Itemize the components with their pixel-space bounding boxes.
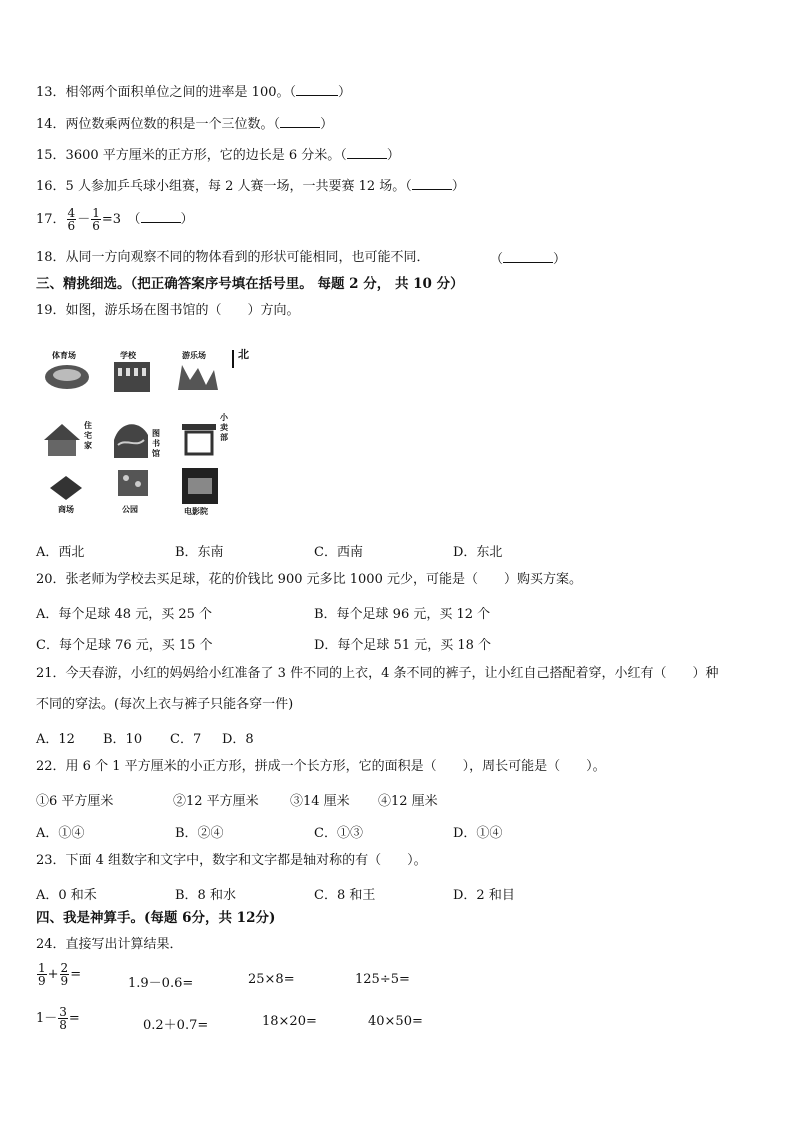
- answer-blank[interactable]: [141, 210, 181, 223]
- answer-blank[interactable]: [503, 250, 553, 263]
- q22-choice-4: ④12 厘米: [378, 794, 438, 809]
- question-18-answer: （ ）: [490, 252, 567, 267]
- q21-option-b[interactable]: B．10: [103, 732, 143, 747]
- question-14: 14．两位数乘两位数的积是一个三位数。（ ）: [36, 117, 334, 132]
- north-label: 北: [238, 348, 249, 361]
- label-shop-3: 部: [220, 433, 228, 442]
- calc-2: 1.9－0.6=: [128, 976, 194, 991]
- fraction: $\frac{4}{6}$: [67, 206, 76, 233]
- label-library-2: 书: [152, 439, 160, 448]
- q20-option-d[interactable]: D．每个足球 51 元，买 18 个: [314, 638, 492, 653]
- q22-option-a[interactable]: A．①④: [36, 826, 85, 841]
- label-residence-3: 家: [84, 441, 92, 450]
- q22-choice-2: ②12 平方厘米: [173, 794, 259, 809]
- label-mall: 商场: [58, 505, 74, 514]
- direction-map: [40, 340, 260, 520]
- q22-option-c[interactable]: C．①③: [314, 826, 363, 841]
- calc-7: 18×20=: [262, 1014, 317, 1029]
- q23-option-d[interactable]: D．2 和目: [453, 888, 515, 903]
- question-15: 15．3600 平方厘米的正方形，它的边长是 6 分米。（ ）: [36, 148, 400, 163]
- label-stadium: 体育场: [52, 351, 76, 360]
- label-residence-2: 宅: [84, 431, 92, 440]
- q21-option-a[interactable]: A．12: [36, 732, 75, 747]
- q23-option-a[interactable]: A．0 和禾: [36, 888, 97, 903]
- q22-option-b[interactable]: B．②④: [175, 826, 224, 841]
- calc-8: 40×50=: [368, 1014, 423, 1029]
- question-19: 19．如图，游乐场在图书馆的（ ）方向。: [36, 303, 300, 318]
- q20-option-b[interactable]: B．每个足球 96 元，买 12 个: [314, 607, 491, 622]
- question-21-line-2: 不同的穿法。(每次上衣与裤子只能各穿一件): [36, 697, 294, 712]
- q22-choice-1: ①6 平方厘米: [36, 794, 114, 809]
- answer-blank[interactable]: [347, 146, 387, 159]
- question-24: 24．直接写出计算结果．: [36, 937, 183, 952]
- label-amusement-park: 游乐场: [182, 351, 206, 360]
- q21-option-c[interactable]: C．7: [170, 732, 202, 747]
- section-4-heading: 四、我是神算手。(每题 6分，共 12分): [36, 910, 276, 926]
- label-school: 学校: [120, 351, 136, 360]
- section-3-heading: 三、精挑细选。（把正确答案序号填在括号里。 每题 2 分， 共 10 分）: [36, 276, 464, 292]
- q20-option-c[interactable]: C．每个足球 76 元，买 15 个: [36, 638, 213, 653]
- question-22: 22．用 6 个 1 平方厘米的小正方形，拼成一个长方形，它的面积是（ ），周长可能是（ ）。: [36, 759, 606, 774]
- q23-option-c[interactable]: C．8 和王: [314, 888, 376, 903]
- label-park: 公园: [122, 505, 138, 514]
- q20-option-a[interactable]: A．每个足球 48 元，买 25 个: [36, 607, 213, 622]
- answer-blank[interactable]: [296, 83, 338, 96]
- calc-6: 0.2＋0.7=: [143, 1018, 209, 1033]
- answer-blank[interactable]: [280, 115, 320, 128]
- q19-option-c[interactable]: C．西南: [314, 545, 363, 560]
- label-shop-2: 卖: [220, 423, 228, 432]
- q19-option-b[interactable]: B．东南: [175, 545, 224, 560]
- q19-option-d[interactable]: D．东北: [453, 545, 503, 560]
- calc-1: $\frac{1}{9}$ + $\frac{2}{9}$ =: [38, 961, 82, 988]
- calc-4: 125÷5=: [355, 972, 410, 987]
- question-13: 13．相邻两个面积单位之间的进率是 100。（ ）: [36, 85, 352, 100]
- question-21-line-1: 21．今天春游，小红的妈妈给小红准备了 3 件不同的上衣，4 条不同的裤子，让小红自己搭配着穿，小红有（ ）种: [36, 666, 719, 681]
- label-library-1: 图: [152, 429, 160, 438]
- q22-option-d[interactable]: D．①④: [453, 826, 503, 841]
- answer-blank[interactable]: [412, 177, 452, 190]
- q22-choice-3: ③14 厘米: [290, 794, 350, 809]
- label-cinema: 电影院: [184, 507, 208, 516]
- question-18: 18．从同一方向观察不同的物体看到的形状可能相同，也可能不同．: [36, 250, 430, 265]
- label-residence-1: 住: [84, 421, 92, 430]
- question-16: 16．5 人参加乒乓球小组赛，每 2 人赛一场，一共要赛 12 场。（ ）: [36, 179, 465, 194]
- fraction: $\frac{1}{6}$: [92, 206, 100, 233]
- question-20: 20．张老师为学校去买足球，花的价钱比 900 元多比 1000 元少，可能是（ ）购买方案。: [36, 572, 582, 587]
- q19-option-a[interactable]: A．西北: [36, 545, 85, 560]
- calc-5: 1－ $\frac{3}{8}$ =: [36, 1005, 80, 1032]
- question-23: 23．下面 4 组数字和文字中，数字和文字都是轴对称的有（ ）。: [36, 853, 427, 868]
- q23-option-b[interactable]: B．8 和水: [175, 888, 236, 903]
- label-library-3: 馆: [152, 449, 160, 458]
- question-17: 17． $\frac{4}{6}$ － $\frac{1}{6}$ =3 （ ）: [36, 206, 194, 233]
- q21-option-d[interactable]: D．8: [222, 732, 254, 747]
- calc-3: 25×8=: [248, 972, 295, 987]
- label-shop-1: 小: [220, 413, 228, 422]
